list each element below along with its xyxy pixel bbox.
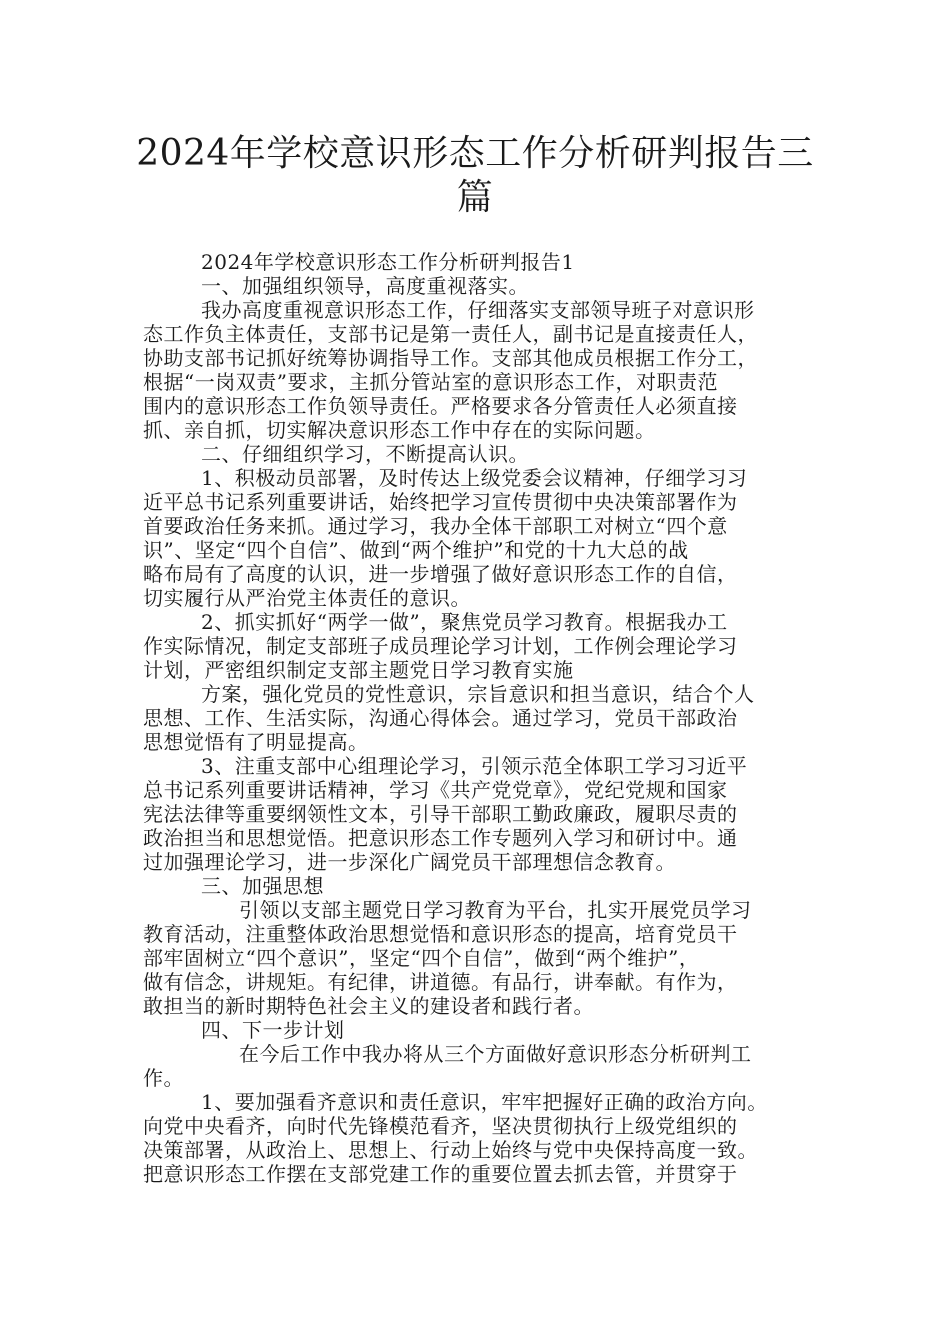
document-title-continued: 篇 xyxy=(456,177,494,218)
text-line: 一、加强组织领导，高度重视落实。 xyxy=(201,274,529,298)
text-line: 3、注重支部中心组理论学习，引领示范全体职工学习习近平 xyxy=(201,754,748,778)
text-line: 略布局有了高度的认识，进一步增强了做好意识形态工作的自信， xyxy=(143,562,738,586)
text-line: 作实际情况，制定支部班子成员理论学习计划，工作例会理论学习 xyxy=(143,634,738,658)
text-line: 做有信念，讲规矩。有纪律，讲道德。有品行，讲奉献。有作为， xyxy=(143,970,738,994)
text-line: 引领以支部主题党日学习教育为平台，扎实开展党员学习 xyxy=(239,898,752,922)
text-line: 总书记系列重要讲话精神，学习《共产党党章》，党纪党规和国家 xyxy=(143,778,728,802)
text-line: 决策部署，从政治上、思想上、行动上始终与党中央保持高度一致。 xyxy=(143,1138,758,1162)
text-line: 1、积极动员部署，及时传达上级党委会议精神，仔细学习习 xyxy=(201,466,748,490)
text-line: 2、抓实抓好“两学一做”，聚焦党员学习教育。根据我办工 xyxy=(201,610,728,634)
text-line: 方案，强化党员的党性意识，宗旨意识和担当意识，结合个人 xyxy=(201,682,755,706)
text-line: 抓、亲自抓，切实解决意识形态工作中存在的实际问题。 xyxy=(143,418,656,442)
text-line: 作。 xyxy=(143,1066,184,1090)
text-line: 我办高度重视意识形态工作，仔细落实支部领导班子对意识形 xyxy=(201,298,755,322)
text-line: 思想、工作、生活实际，沟通心得体会。通过学习，党员干部政治 xyxy=(143,706,738,730)
text-line: 围内的意识形态工作负领导责任。严格要求各分管责任人必须直接 xyxy=(143,394,738,418)
document-title: 2024年学校意识形态工作分析研判报告三 xyxy=(136,133,814,174)
text-line: 切实履行从严治党主体责任的意识。 xyxy=(143,586,471,610)
text-line: 1、要加强看齐意识和责任意识，牢牢把握好正确的政治方向。 xyxy=(201,1090,768,1114)
text-line: 教育活动，注重整体政治思想觉悟和意识形态的提高，培育党员干 xyxy=(143,922,738,946)
text-line: 把意识形态工作摆在支部党建工作的重要位置去抓去管，并贯穿于 xyxy=(143,1162,738,1186)
text-line: 宪法法律等重要纲领性文本，引导干部职工勤政廉政，履职尽责的 xyxy=(143,802,738,826)
text-line: 态工作负主体责任，支部书记是第一责任人，副书记是直接责任人， xyxy=(143,322,758,346)
text-line: 四、下一步计划 xyxy=(201,1018,345,1042)
text-line: 敢担当的新时期特色社会主义的建设者和践行者。 xyxy=(143,994,594,1018)
text-line: 协助支部书记抓好统筹协调指导工作。支部其他成员根据工作分工， xyxy=(143,346,758,370)
text-line: 思想觉悟有了明显提高。 xyxy=(143,730,369,754)
text-line: 向党中央看齐，向时代先锋模范看齐，坚决贯彻执行上级党组织的 xyxy=(143,1114,738,1138)
text-line: 计划，严密组织制定支部主题党日学习教育实施 xyxy=(143,658,574,682)
text-line: 首要政治任务来抓。通过学习，我办全体干部职工对树立“四个意 xyxy=(143,514,728,538)
text-line: 部牢固树立“四个意识”，坚定“四个自信”，做到“两个维护”， xyxy=(143,946,700,970)
text-line: 近平总书记系列重要讲话，始终把学习宣传贯彻中央决策部署作为 xyxy=(143,490,738,514)
text-line: 三、加强思想 xyxy=(201,874,324,898)
document-body xyxy=(143,250,823,1186)
text-line: 政治担当和思想觉悟。把意识形态工作专题列入学习和研讨中。通 xyxy=(143,826,738,850)
text-line: 识”、坚定“四个自信”、做到“两个维护”和党的十九大总的战 xyxy=(143,538,689,562)
text-line: 2024年学校意识形态工作分析研判报告1 xyxy=(201,250,575,274)
text-line: 过加强理论学习，进一步深化广阔党员干部理想信念教育。 xyxy=(143,850,676,874)
text-line: 二、仔细组织学习，不断提高认识。 xyxy=(201,442,529,466)
text-line: 根据“一岗双责”要求，主抓分管站室的意识形态工作，对职责范 xyxy=(143,370,718,394)
text-line: 在今后工作中我办将从三个方面做好意识形态分析研判工 xyxy=(239,1042,752,1066)
